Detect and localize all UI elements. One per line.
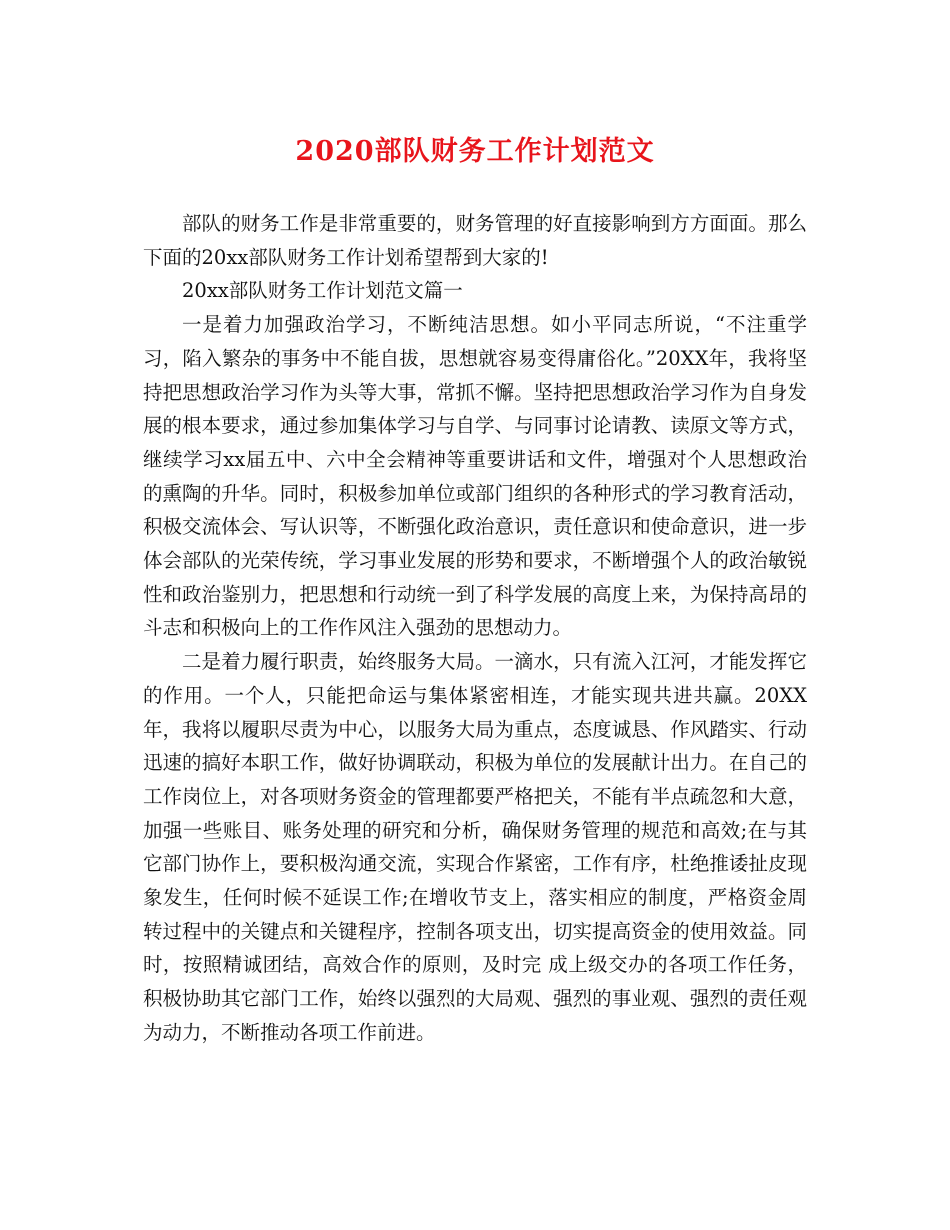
body-paragraph-duty-performance: 二是着力履行职责，始终服务大局。一滴水，只有流入江河，才能发挥它的作用。一个人，只能把命运与集体紧密相连，才能实现共进共赢。20XX年，我将以履职尽责为中心，以服务大局为重点，态度诚恳、作风踏实、行动迅速的搞好本职工作，做好协调联动，积极为单位的发展献计出力。在自己的工作岗位上，对各项财务资金的管理都要严格把关，不能有半点疏忽和大意，加强一些账目、账务处理的研究和分析，确保财务管理的规范和高效;在与其它部门协作上，要积极沟通交流，实现合作紧密，工作有序，杜绝推诿扯皮现象发生，任何时候不延误工作;在增收节支上，落实相应的制度，严格资金周转过程中的关键点和关键程序，控制各项支出，切实提高资金的使用效益。同时，按照精诚团结，高效合作的原则，及时完 成上级交办的各项工作任务，积极协助其它部门工作，始终以强烈的大局观、强烈的事业观、强烈的责任观为动力，不断推动各项工作前进。	[143, 650, 807, 1044]
document-title: 2020部队财务工作计划范文	[295, 136, 655, 167]
intro-paragraph: 部队的财务工作是非常重要的，财务管理的好直接影响到方方面面。那么下面的20xx部队财务工作计划希望帮到大家的!	[143, 212, 807, 269]
section-heading: 20xx部队财务工作计划范文篇一	[182, 279, 463, 303]
body-paragraph-political-study: 一是着力加强政治学习，不断纯洁思想。如小平同志所说，“不注重学习，陷入繁杂的事务中不能自拔，思想就容易变得庸俗化。”20XX年，我将坚持把思想政治学习作为头等大事，常抓不懈。坚持把思想政治学习作为自身发展的根本要求，通过参加集体学习与自学、与同事讨论请教、读原文等方式，继续学习xx届五中、六中全会精神等重要讲话和文件，增强对个人思想政治的熏陶的升华。同时，积极参加单位或部门组织的各种形式的学习教育活动，积极交流体会、写认识等，不断强化政治意识，责任意识和使命意识，进一步体会部队的光荣传统，学习事业发展的形势和要求，不断增强个人的政治敏锐性和政治鉴别力，把思想和行动统一到了科学发展的高度上来，为保持高昂的斗志和积极向上的工作作风注入强劲的思想动力。	[143, 313, 807, 640]
document-body	[143, 207, 807, 1050]
